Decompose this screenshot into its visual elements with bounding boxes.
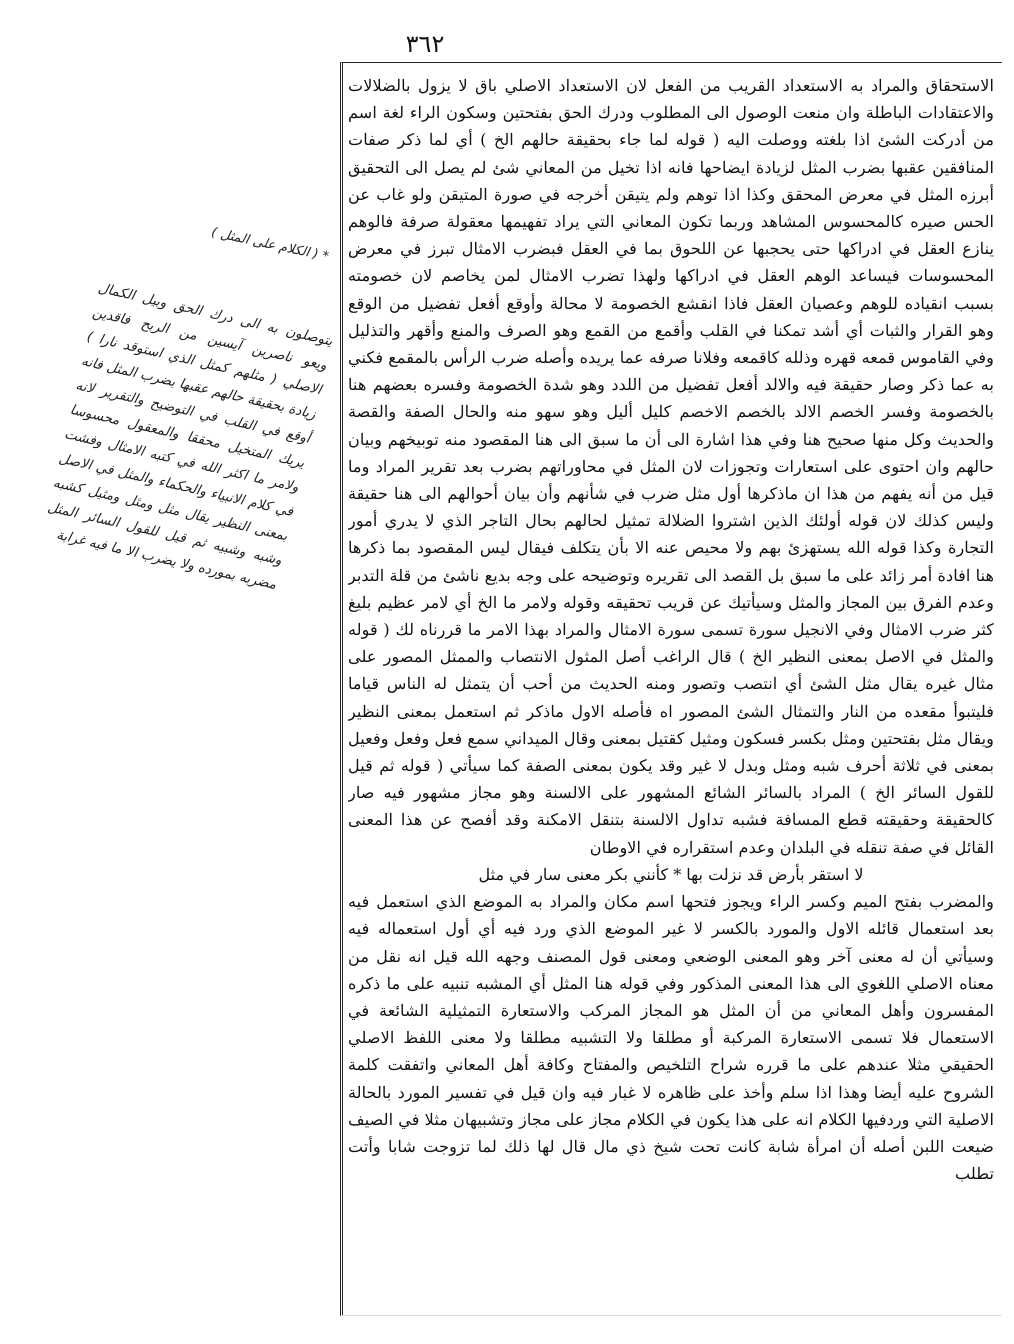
- main-paragraph-2: والمضرب بفتح الميم وكسر الراء ويجوز فتحها اسم مكان والمراد به الموضع الذي استعمل فيه بعد استعمال قائله الاول والمورد بالكسر لا غير الموضع الذي ورد فيه أي أول استعماله فيه وسيأتي أن له معنى آخر وهو المعنى الوضعي ومعنى قول المصنف وجهه الله قيل انه نقل من معناه الاصلي اللغوي الى هذا المعنى المذكور وفي قوله هنا المثل أي المشبه تنبيه على ما ذكره المفسرون وأهل المعاني من أن المثل هو المجاز المركب والاستعارة التمثيلية الشائعة في الاستعمال فلا تسمى الاستعارة المركبة أو مطلقا ولا التشبيه مطلقا ولا معنى اللفظ الاصلي الحقيقي مثلا عندهم على ما قرره شراح التلخيص والمفتاح وكافة أهل المعاني واتفقت كلمة الشروح عليه أيضا وهذا اذا سلم وأخذ على ظاهره لا غبار فيه وان قيل في تفسير المورد بالحالة الاصلية التي وردفيها الكلام انه على هذا يكون في الكلام مجاز على مجاز وتشبيهان مثلا في الصيف ضيعت اللبن أصله أن امرأة شابة كانت تحت شيخ ذي مال قال لها ذلك لما تزوجت شابا وأتت تطلب: [348, 892, 994, 1184]
- main-paragraph-1: الاستحقاق والمراد به الاستعداد القريب من الفعل لان الاستعداد الاصلي باق لا يزول بالضلالات والاعتقادات الباطلة وان منعت الوصول الى المطلوب ودرك الحق بفتحتين وسكون الراء لغة اسم من أدركت الشئ اذا بلغته ووصلت اليه ( قوله لما جاء بحقيقة حالهم الخ ) أي لما ذكر صفات المنافقين عقبها بضرب المثل لزيادة ايضاحها فانه اذا تخيل من المعاني شئ لم يصل الى التحقيق أبرزه المثل في معرض المحقق وكذا اذا توهم ولم يتيقن أخرجه في صورة المتيقن ولو غاب عن الحس صيره كالمحسوس المشاهد وربما تكون المعاني التي يراد تفهيمها معقولة صرفة فالوهم ينازع العقل في ادراكها حتى يحجبها عن اللحوق بما في العقل فبضرب الامثال تبرز في معرض المحسوسات فيساعد الوهم العقل في ادراكها ولهذا تضرب الامثال لمن يخاصم لان خصومته بسبب انقياده للوهم وعصيان العقل فاذا انقشع الخصومة لا محالة وأوقع أفعل تفضيل من الوقع وهو القرار والثبات أي أشد تمكنا في القلب وأقمع من القمع وهو الصرف والمنع وأقهر والتذليل وفي القاموس قمعه قهره وذلله كاقمعه وفلانا صرفه عما يريده وأصله ضرب الرأس بالمقمع فكني به عما ذكر وصار حقيقة فيه والالد أفعل تفضيل من اللدد وهو شدة الخصومة وفسره بعضهم هنا بالخصومة وفسر الخصم الالد بالخصم الاخصم كليل أليل وهو سهو منه والحال الصفة والقصة والحديث وكل منها صحيح هنا وفي هذا اشارة الى أن ما سبق الى هنا المقصود منه توبيخهم وبيان حالهم وان احتوى على استعارات وتجوزات لان المثل في محاوراتهم بضرب بعد تقرير المراد وما قيل من أنه يفهم من هذا ان ماذكرها أول مثل ضرب في شأنهم وأن بيان أحوالهم الى هنا حقيقة وليس كذلك لان قوله أولئك الذين اشتروا الضلالة تمثيل لحالهم بحال التاجر الذي لا يدري أمور التجارة وكذا قوله الله يستهزئ بهم ولا محيص عنه الا بأن يتكلف فيقال ليس المقصود بما ذكرها هنا افادة أمر زائد على ما سبق بل القصد الى تقريره وتوضيحه على وجه بديع ناشئ من قلة التدبر وعدم الفرق بين المجاز والمثل وسيأتيك عن قريب تحقيقه وقوله ولامر ما الخ أي لامر عظيم بليغ كثر ضرب الامثال وفي الانجيل سورة تسمى سورة الامثال والمراد بهذا الامر ما قررناه لك ( قوله والمثل في الاصل بمعنى النظير الخ ) قال الراغب أصل المثول الانتصاب والممثل المصور على مثال غيره يقال مثل الشئ أي انتصب وتصور ومنه الحديث من أحب أن يتمثل له الناس قياما فليتبوأ مقعده من النار والتمثال الشئ المصور اه فأصله الاول ماذكر ثم استعمل بمعنى النظير ويقال مثل بفتحتين ومثل بكسر فسكون ومثيل كقتيل بمعنى وقال الميداني سمع فعل وفعل وفعيل بمعنى في ثلاثة أحرف شبه ومثل وبدل لا غير وقد يكون بمعنى الصفة كما سيأتي ( قوله ثم قيل للقول السائر الخ ) المراد بالسائر الشائع المشهور على الالسنة وهو مجاز مشهور فيه صار كالحقيقة وحقيقته قطع المسافة فشبه تداول الالسنة بتنقل الامكنة وقد أفصح عن هذا المعنى القائل في صفة تنقله في البلدان وعدم استقراره في الاوطان: [348, 76, 994, 857]
- margin-note-top: * ( الكلام على المثل ): [209, 225, 330, 265]
- poetry-verse: لا استقر بأرض قد نزلت بها * كأنني بكر معنى سار في مثل: [478, 864, 864, 884]
- margin-note-side: يتوصلون به الى درك الحق وبيل الكمال ويعو ناصرين آيسين من الربح فاقدين الاصلي ( مثلهم كمثل الذي استوقد نارا ) زيادة بحقيقة حالهم عقبها بضرب المثل فانه أوقع في القلب في التوضيح والتقرير لانه يريك المتخيل محققا والمعقول محسوسا ولامر ما اكثر الله في كتبه الامثال وفشت في كلام الانبياء والحكماء والمثل في الاصل بمعنى النظير يقال مثل ومثل ومثيل كشبه وشبه وشبيه ثم قيل للقول السائر المثل مضربه بمورده ولا يضرب الا ما فيه غرابة: [46, 279, 335, 594]
- page-number: ٣٦٢: [405, 30, 445, 58]
- main-text-block: [348, 72, 994, 1312]
